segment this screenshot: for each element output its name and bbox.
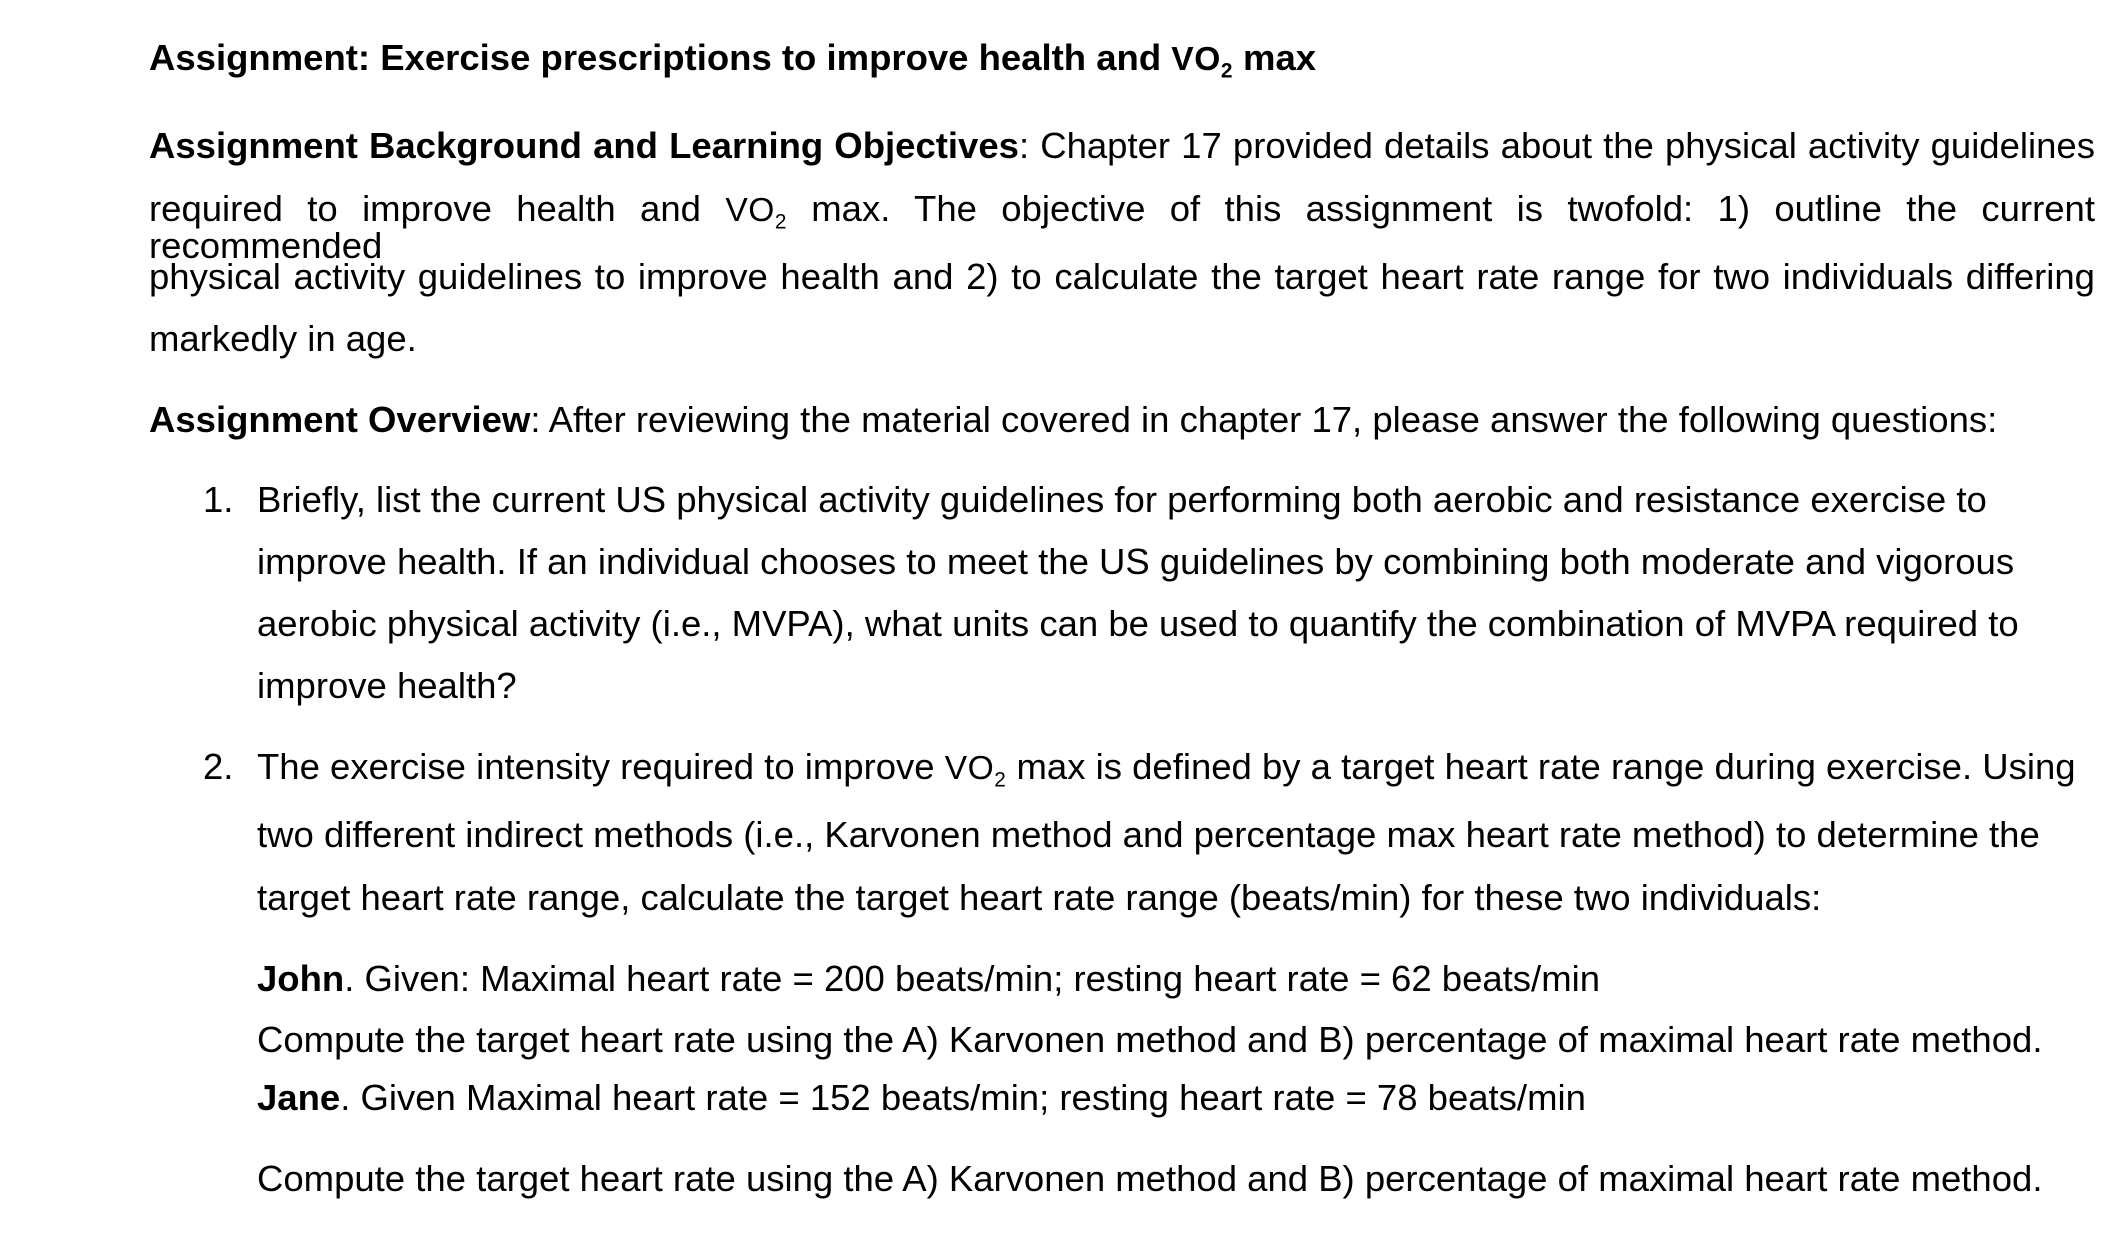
jane-compute-line: Compute the target heart rate using the A) Karvonen method and B) percentage of maximal heart rate method. bbox=[257, 1158, 2043, 1199]
question-1-line-4: improve health? bbox=[257, 665, 517, 706]
question-2-line-3: target heart rate range, calculate the target heart rate range (beats/min) for these two individuals: bbox=[257, 877, 1822, 918]
background-line-2: required to improve health and $VO_2$ max. The objective of this assignment is twofold: 1) outline the current recommended bbox=[149, 188, 2095, 266]
assignment-title bbox=[149, 37, 1317, 83]
overview-text: : After reviewing the material covered in chapter 17, please answer the following questions: bbox=[530, 399, 1998, 440]
question-1-number: 1. bbox=[203, 479, 234, 520]
john-compute-line: Compute the target heart rate using the A) Karvonen method and B) percentage of maximal heart rate method. bbox=[257, 1019, 2043, 1060]
question-2-line-1: The exercise intensity required to improve $VO_2$ max is defined by a target heart rate range during exercise. Using bbox=[257, 746, 2076, 792]
john-given: . Given: Maximal heart rate = 200 beats/min; resting heart rate = 62 beats/min bbox=[344, 958, 1601, 999]
background-line-1: Assignment Background and Learning Objectives: Chapter 17 provided details about the physical activity guidelines bbox=[149, 125, 2095, 166]
background-line-3: physical activity guidelines to improve health and 2) to calculate the target heart rate range for two individuals differing bbox=[149, 256, 2095, 297]
question-1-line-3: aerobic physical activity (i.e., MVPA), what units can be used to quantify the combination of MVPA required to bbox=[257, 603, 2019, 644]
question-1-line-2: improve health. If an individual chooses to meet the US guidelines by combining both moderate and vigorous bbox=[257, 541, 2015, 582]
background-text-1: Chapter 17 provided details about the physical activity guidelines bbox=[1040, 125, 2095, 166]
jane-given-line bbox=[257, 1077, 1586, 1118]
title-text: Assignment: Exercise prescriptions to improve health and bbox=[149, 37, 1162, 78]
question-2-number: 2. bbox=[203, 746, 234, 787]
background-line-4: markedly in age. bbox=[149, 318, 417, 359]
jane-name: Jane bbox=[257, 1077, 341, 1118]
vo2-symbol: $VO_2$ bbox=[725, 192, 787, 234]
john-name: John bbox=[257, 958, 345, 999]
vo2-symbol: $VO_2$ bbox=[944, 750, 1007, 792]
john-given-line bbox=[257, 958, 1601, 999]
jane-given: . Given Maximal heart rate = 152 beats/min; resting heart rate = 78 beats/min bbox=[340, 1077, 1586, 1118]
overview-label: Assignment Overview bbox=[149, 399, 531, 440]
background-label: Assignment Background and Learning Objectives bbox=[149, 125, 1019, 166]
question-2-line-2: two different indirect methods (i.e., Karvonen method and percentage max heart rate method) to determine the bbox=[257, 814, 2040, 855]
title-suffix: max bbox=[1243, 37, 1317, 78]
overview-line bbox=[149, 399, 1998, 440]
vo2-symbol: $VO_2$ bbox=[1171, 41, 1233, 83]
question-1-line-1: Briefly, list the current US physical activity guidelines for performing both aerobic and resistance exercise to bbox=[257, 479, 1987, 520]
